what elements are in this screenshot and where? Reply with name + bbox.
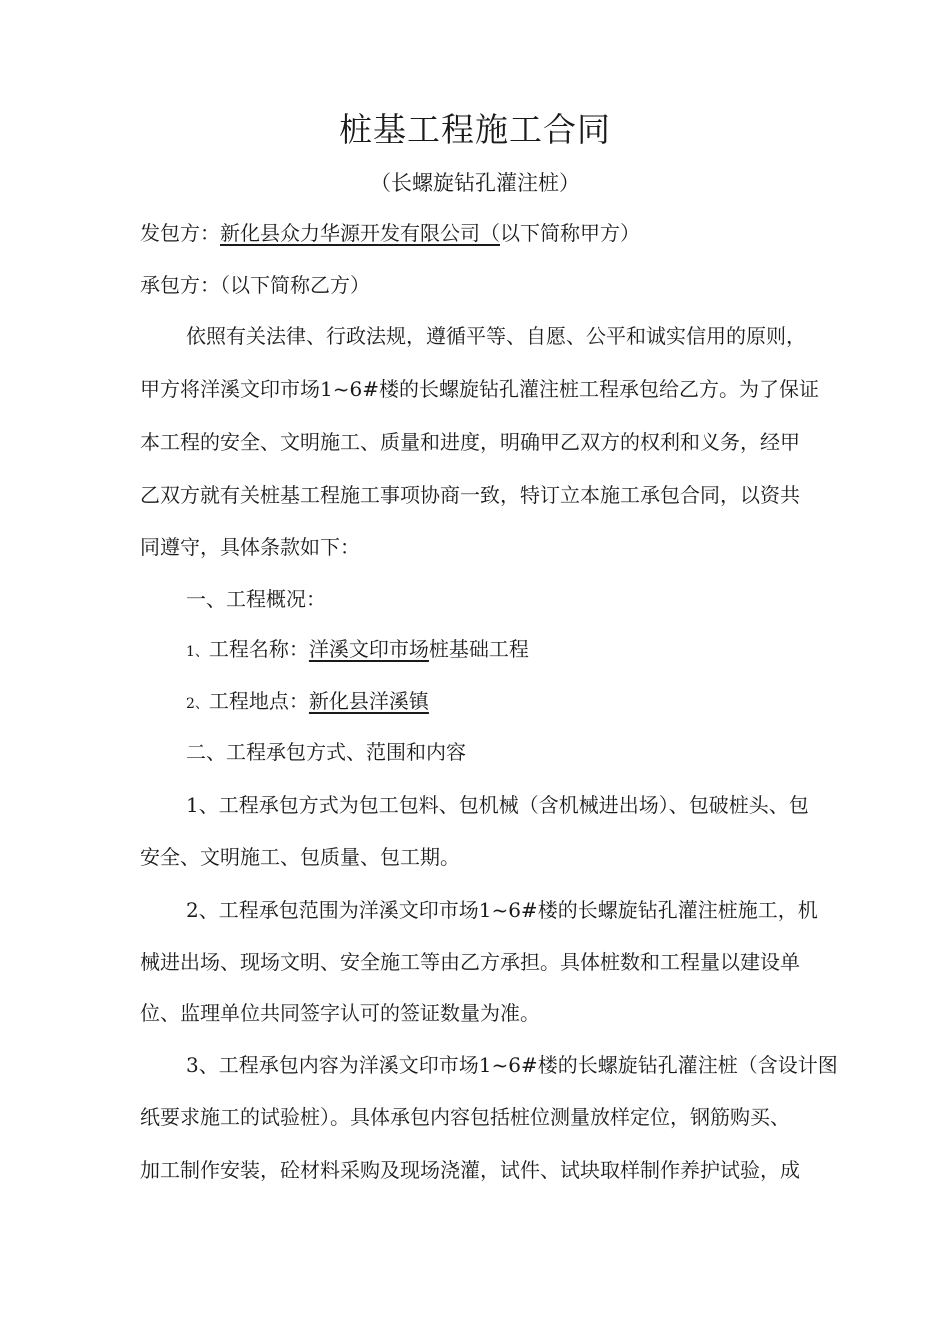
- item-number: 1、: [186, 644, 209, 660]
- clause-line: 2、工程承包范围为洋溪文印市场1~6#楼的长螺旋钻孔灌注桩施工，机: [186, 898, 818, 922]
- clause-line: 械进出场、现场文明、安全施工等由乙方承担。具体桩数和工程量以建设单: [140, 950, 800, 974]
- project-location-value: 新化县洋溪镇: [308, 689, 429, 713]
- clause-line: 位、监理单位共同签字认可的签证数量为准。: [140, 1001, 540, 1025]
- intro-line: 依照有关法律、行政法规，遵循平等、自愿、公平和诚实信用的原则，: [186, 324, 806, 348]
- section-1-heading: 一、工程概况：: [186, 587, 326, 611]
- intro-line: 乙双方就有关桩基工程施工事项协商一致，特订立本施工承包合同，以资共: [140, 483, 800, 507]
- party-a-label: 发包方：: [140, 221, 220, 245]
- project-name-label: 工程名称：: [208, 637, 309, 661]
- project-name-line: [186, 635, 529, 666]
- document-subtitle: （长螺旋钻孔灌注桩）: [370, 171, 580, 195]
- party-a-name: 新化县众力华源开发有限公司（: [220, 221, 500, 245]
- party-b-suffix: （以下简称乙方）: [220, 273, 370, 297]
- clause-line: 3、工程承包内容为洋溪文印市场1~6#楼的长螺旋钻孔灌注桩（含设计图: [186, 1053, 838, 1077]
- section-2-heading: 二、工程承包方式、范围和内容: [186, 740, 466, 764]
- clause-line: 纸要求施工的试验桩）。具体承包内容包括桩位测量放样定位，钢筋购买、: [140, 1105, 790, 1129]
- item-number: 2、: [186, 696, 209, 712]
- party-a-suffix: 以下简称甲方）: [500, 221, 640, 245]
- clause-line: 1、工程承包方式为包工包料、包机械（含机械进出场）、包破桩头、包: [186, 793, 809, 817]
- intro-line: 本工程的安全、文明施工、质量和进度，明确甲乙双方的权利和义务，经甲: [140, 430, 800, 454]
- intro-line: 甲方将洋溪文印市场1~6#楼的长螺旋钻孔灌注桩工程承包给乙方。为了保证: [140, 377, 819, 401]
- party-a-line: [140, 219, 640, 247]
- project-name-suffix: 桩基础工程: [428, 637, 529, 661]
- project-location-line: [186, 687, 429, 718]
- document-title: 桩基工程施工合同: [339, 110, 611, 149]
- clause-line: 安全、文明施工、包质量、包工期。: [140, 845, 460, 869]
- project-name-value: 洋溪文印市场: [308, 637, 429, 661]
- party-b-label: 承包方：: [140, 273, 220, 297]
- project-location-label: 工程地点：: [208, 689, 309, 713]
- clause-line: 加工制作安装，砼材料采购及现场浇灌，试件、试块取样制作养护试验，成: [140, 1158, 800, 1182]
- party-b-line: [140, 271, 370, 299]
- intro-line: 同遵守，具体条款如下：: [140, 535, 360, 559]
